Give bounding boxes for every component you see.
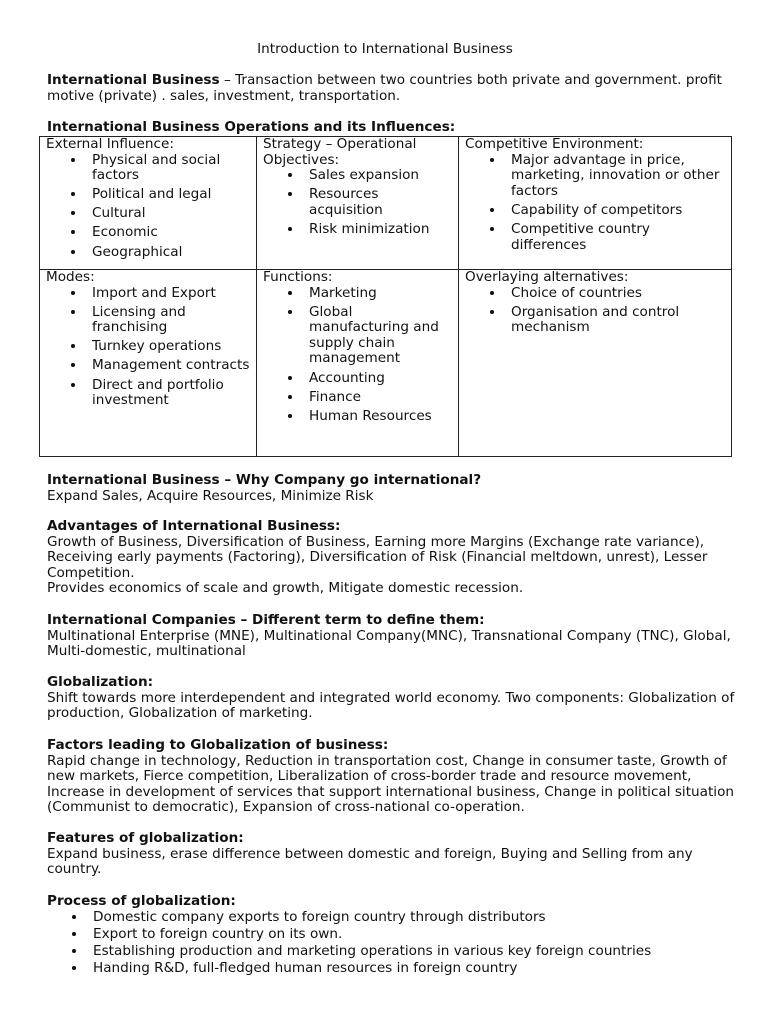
bullet-list	[465, 153, 727, 254]
list-item: • Management contracts	[86, 358, 252, 374]
list-item: • Accounting	[303, 371, 454, 387]
cell-label: Functions:	[263, 269, 333, 285]
cell-label: Modes:	[46, 269, 95, 285]
bullet-list	[47, 910, 737, 977]
section-heading: Globalization:	[47, 674, 154, 690]
section-advantages	[47, 519, 737, 597]
table-row	[40, 270, 732, 457]
list-item: • Risk minimization	[303, 222, 454, 238]
bullet-list	[46, 153, 252, 261]
intro-definition: – Transaction between two countries both private and government. profit motive (private) . sales, investment, transportation.	[47, 72, 722, 104]
cell-label: External Influence:	[46, 136, 174, 152]
cell-external-influence	[40, 137, 257, 270]
list-item: • Organisation and control mechanism	[505, 305, 727, 336]
intro-term: International Business	[47, 72, 220, 88]
list-item: • Competitive country differences	[505, 222, 727, 253]
list-item: • Finance	[303, 390, 454, 406]
section-why	[47, 473, 737, 504]
list-item: • Handing R&D, full-fledged human resources in foreign country	[87, 961, 737, 977]
list-item: • Domestic company exports to foreign country through distributors	[87, 910, 737, 926]
operations-heading: International Business Operations and its Influences:	[47, 119, 456, 135]
cell-functions	[257, 270, 459, 457]
section-globalization	[47, 675, 737, 722]
section-heading: Factors leading to Globalization of business:	[47, 737, 389, 753]
operations-table	[39, 136, 732, 457]
list-item: • Establishing production and marketing operations in various key foreign countries	[87, 944, 737, 960]
section-heading: International Business – Why Company go international?	[47, 472, 482, 488]
section-body-continued: Provides economics of scale and growth, Mitigate domestic recession.	[47, 580, 524, 597]
section-heading: Features of globalization:	[47, 830, 244, 846]
section-body: Expand Sales, Acquire Resources, Minimize Risk	[47, 487, 374, 504]
section-body: Multinational Enterprise (MNE), Multinational Company(MNC), Transnational Company (TNC), Global, Multi-domestic, multinational	[47, 627, 731, 660]
list-item: • Political and legal	[86, 187, 252, 203]
cell-label: Competitive Environment:	[465, 136, 644, 152]
section-body: Expand business, erase difference between domestic and foreign, Buying and Selling from any country.	[47, 845, 693, 878]
list-item: • Sales expansion	[303, 168, 454, 184]
section-heading: Process of globalization:	[47, 893, 236, 909]
cell-modes	[40, 270, 257, 457]
bullet-list	[263, 168, 454, 237]
list-item: • Economic	[86, 225, 252, 241]
cell-competitive-environment	[459, 137, 732, 270]
section-factors	[47, 738, 737, 816]
list-item: • Geographical	[86, 245, 252, 261]
cell-strategy	[257, 137, 459, 270]
list-item: • Cultural	[86, 206, 252, 222]
bullet-list	[263, 286, 454, 425]
list-item: • Physical and social factors	[86, 153, 252, 184]
list-item: • Choice of countries	[505, 286, 727, 302]
cell-overlaying-alternatives	[459, 270, 732, 457]
page-title: Introduction to International Business	[257, 41, 513, 57]
list-item: • Major advantage in price, marketing, innovation or other factors	[505, 153, 727, 200]
list-item: • Import and Export	[86, 286, 252, 302]
list-item: • Resources acquisition	[303, 187, 454, 218]
list-item: • Licensing and franchising	[86, 305, 252, 336]
cell-label: Strategy – Operational Objectives:	[263, 136, 417, 168]
bullet-list	[46, 286, 252, 409]
list-item: • Direct and portfolio investment	[86, 378, 252, 409]
table-row	[40, 137, 732, 270]
list-item: • Capability of competitors	[505, 203, 727, 219]
section-heading: International Companies – Different term to define them:	[47, 612, 485, 628]
section-features	[47, 831, 737, 878]
cell-label: Overlaying alternatives:	[465, 269, 629, 285]
section-companies	[47, 613, 737, 660]
list-item: • Export to foreign country on its own.	[87, 927, 737, 943]
list-item: • Turnkey operations	[86, 339, 252, 355]
section-heading: Advantages of International Business:	[47, 518, 341, 534]
section-body: Rapid change in technology, Reduction in transportation cost, Change in consumer taste, Growth of new markets, Fierce competition, Liberalization of cross-border trade and resource movement, Increase in development of services that support international business, Change in political situation (Communist to democratic), Expansion of cross-national co-operation.	[47, 752, 735, 816]
section-process	[47, 894, 737, 978]
intro-paragraph	[47, 73, 737, 104]
section-body: Shift towards more interdependent and integrated world economy. Two components: Globalization of production, Globalization of marketing.	[47, 689, 735, 722]
list-item: • Global manufacturing and supply chain management	[303, 305, 454, 367]
list-item: • Human Resources	[303, 409, 454, 425]
list-item: • Marketing	[303, 286, 454, 302]
bullet-list	[465, 286, 727, 336]
section-body: Growth of Business, Diversification of Business, Earning more Margins (Exchange rate variance), Receiving early payments (Factoring), Diversification of Risk (Financial meltdown, unrest), Lesser Competition.	[47, 533, 708, 581]
